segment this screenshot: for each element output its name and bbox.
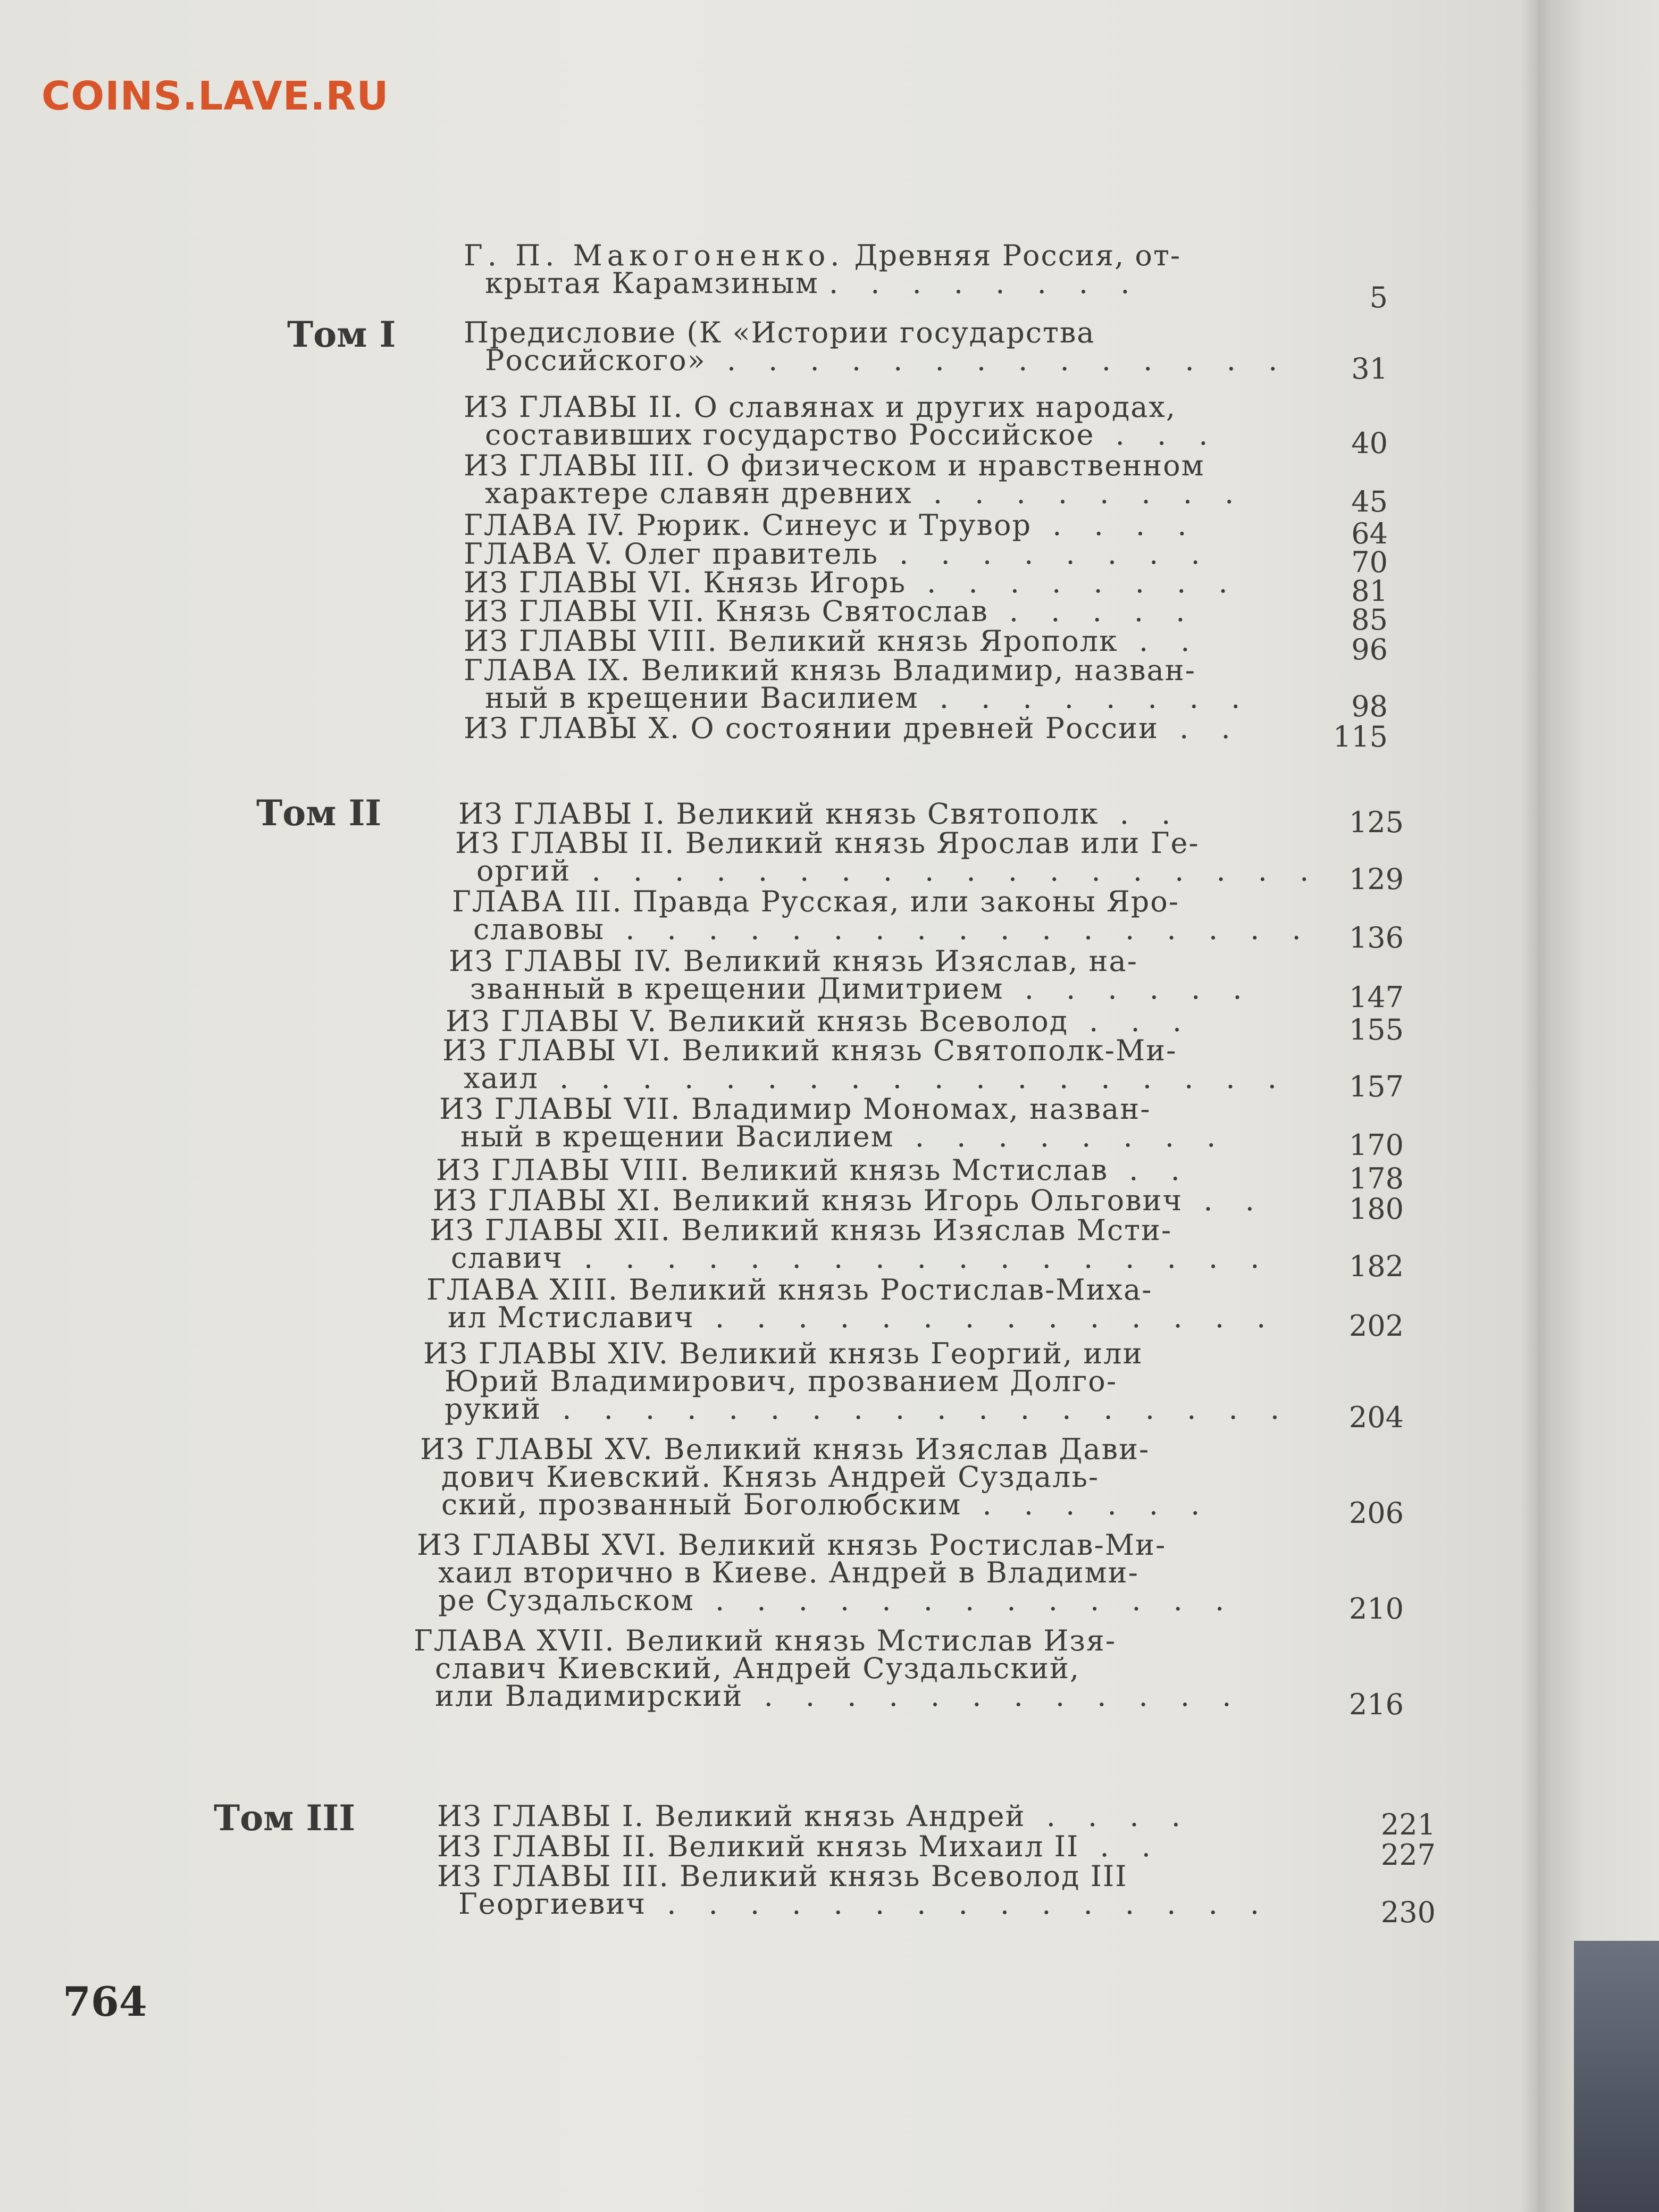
dot-leader: . . bbox=[1183, 1184, 1266, 1217]
dot-leader: . . . . . . . . . . . . . bbox=[694, 1583, 1236, 1617]
toc-page: 40 bbox=[1351, 426, 1388, 460]
toc-entry-line: Георгиевич bbox=[458, 1887, 647, 1921]
toc-entry-line: составивших государство Российское bbox=[485, 418, 1095, 451]
dot-leader: . . . . . . . . bbox=[906, 566, 1239, 599]
dot-leader: . . . . . . bbox=[1003, 972, 1254, 1006]
toc-page: 210 bbox=[1348, 1592, 1404, 1626]
toc-page: 180 bbox=[1348, 1192, 1404, 1226]
dot-leader: . . bbox=[1079, 1830, 1162, 1863]
toc-entry bbox=[464, 566, 1239, 599]
toc-entry bbox=[439, 1092, 1228, 1153]
dot-leader: . . . . . . . . . . . . . . . . . bbox=[563, 1241, 1271, 1275]
toc-entry-line: оргий bbox=[476, 854, 571, 887]
toc-page: 81 bbox=[1351, 574, 1388, 608]
toc-entry bbox=[464, 537, 1212, 571]
toc-entry-line: ИЗ ГЛАВЫ II. Великий князь Ярослав или Ге- bbox=[455, 826, 1200, 860]
toc-entry bbox=[433, 1184, 1266, 1217]
dot-leader: . . . . . . . . bbox=[912, 476, 1246, 510]
toc-page: 129 bbox=[1348, 862, 1404, 896]
dot-leader: . . . . . . . . . . . . . . . . . . bbox=[538, 1061, 1288, 1095]
dot-leader: . . bbox=[1099, 797, 1183, 831]
toc-entry bbox=[449, 944, 1254, 1006]
dot-leader: . . . . . . . . bbox=[828, 266, 1142, 300]
toc-entry bbox=[420, 1432, 1212, 1521]
toc-entry-line: Юрий Владимирович, прозванием Долго- bbox=[445, 1364, 1118, 1398]
toc-entry bbox=[426, 1273, 1278, 1334]
toc-entry-line: ГЛАВА III. Правда Русская, или законы Яро- bbox=[452, 885, 1180, 918]
toc-entry bbox=[414, 1624, 1243, 1713]
toc-entry-line: ИЗ ГЛАВЫ VII. Князь Святослав bbox=[464, 594, 988, 628]
toc-page: 45 bbox=[1351, 485, 1388, 518]
toc-entry-line: ИЗ ГЛАВЫ XIV. Великий князь Георгий, или bbox=[423, 1337, 1143, 1370]
toc-entry-line: ский, прозванный Боголюбским bbox=[441, 1488, 962, 1521]
toc-page: 64 bbox=[1351, 517, 1388, 550]
toc-entry bbox=[442, 1034, 1288, 1095]
toc-page: 115 bbox=[1333, 720, 1388, 753]
toc-entry-line: славовы bbox=[473, 912, 605, 946]
book-cover-edge bbox=[1574, 1941, 1659, 2212]
dot-leader: . . . . . . . . . . . . . . . bbox=[646, 1887, 1271, 1921]
toc-page: 227 bbox=[1380, 1838, 1436, 1872]
toc-entry-line: ИЗ ГЛАВЫ VII. Владимир Мономах, назван- bbox=[439, 1092, 1151, 1126]
toc-page: 147 bbox=[1348, 981, 1404, 1014]
dot-leader: . . . . . . bbox=[961, 1488, 1212, 1521]
toc-entry bbox=[464, 624, 1202, 658]
toc-page: 182 bbox=[1348, 1250, 1404, 1283]
toc-entry-line: ИЗ ГЛАВЫ III. Великий князь Всеволод III bbox=[437, 1859, 1128, 1893]
dot-leader: . . . . . . . . bbox=[918, 681, 1252, 715]
dot-leader: . . . . . . . . . . . . . . . . . . bbox=[541, 1392, 1292, 1426]
toc-entry-line: ИЗ ГЛАВЫ XI. Великий князь Игорь Ольгович bbox=[433, 1184, 1183, 1217]
dot-leader: . . . . . . . . bbox=[894, 1120, 1228, 1153]
page-number: 764 bbox=[63, 1978, 147, 2025]
intro-title-line1: Древняя Россия, от- bbox=[854, 239, 1182, 272]
toc-entry-line: ре Суздальском bbox=[438, 1583, 694, 1617]
toc-entry-line: ИЗ ГЛАВЫ VI. Великий князь Святополк-Ми- bbox=[442, 1034, 1177, 1067]
toc-entry-line: ГЛАВА V. Олег правитель bbox=[464, 537, 879, 571]
toc-entry-line: характере славян древних bbox=[485, 476, 912, 510]
toc-entry-line: ИЗ ГЛАВЫ VIII. Великий князь Мстислав bbox=[436, 1153, 1109, 1187]
toc-entry-line: или Владимирский bbox=[435, 1679, 743, 1713]
dot-leader: . . bbox=[1158, 711, 1242, 745]
toc-page: 204 bbox=[1348, 1401, 1404, 1434]
volume-label: Том III bbox=[214, 1797, 356, 1839]
toc-page: 157 bbox=[1348, 1070, 1404, 1103]
toc-entry-line: рукий bbox=[445, 1392, 542, 1426]
intro-title-line2: крытая Карамзиным bbox=[485, 266, 819, 300]
toc-page: 96 bbox=[1351, 633, 1388, 666]
toc-entry bbox=[458, 797, 1183, 831]
toc-page: 230 bbox=[1380, 1896, 1436, 1929]
toc-page: 216 bbox=[1348, 1688, 1404, 1721]
toc-page: 155 bbox=[1348, 1013, 1404, 1046]
toc-entry-line: ИЗ ГЛАВЫ VIII. Великий князь Ярополк bbox=[464, 624, 1118, 658]
toc-entry-line: ил Мстиславич bbox=[448, 1301, 694, 1334]
toc-entry-line: ИЗ ГЛАВЫ I. Великий князь Святополк bbox=[458, 797, 1099, 831]
toc-entry-line: ИЗ ГЛАВЫ XV. Великий князь Изяслав Дави- bbox=[420, 1432, 1150, 1466]
toc-page: 136 bbox=[1348, 921, 1404, 954]
toc-entry-line: ИЗ ГЛАВЫ I. Великий князь Андрей bbox=[437, 1799, 1026, 1833]
toc-entry bbox=[430, 1213, 1271, 1275]
page-edge-shadow bbox=[1521, 0, 1553, 2212]
toc-entry-line: ИЗ ГЛАВЫ X. О состоянии древней России bbox=[464, 711, 1159, 745]
toc-entry-line: дович Киевский. Князь Андрей Суздаль- bbox=[441, 1460, 1100, 1494]
toc-entry bbox=[437, 1799, 1192, 1833]
dot-leader: . . . bbox=[1068, 1004, 1193, 1038]
toc-entry bbox=[464, 653, 1252, 715]
watermark: COINS.LAVE.RU bbox=[41, 73, 389, 119]
dot-leader: . . . . . . . . . . . . . . . . . bbox=[605, 912, 1313, 946]
toc-page: 31 bbox=[1351, 352, 1388, 386]
toc-entry-line: ИЗ ГЛАВЫ II. О славянах и других народах, bbox=[464, 390, 1177, 424]
toc-entry-line: ИЗ ГЛАВЫ III. О физическом и нравственном bbox=[464, 449, 1205, 482]
toc-page: 98 bbox=[1351, 690, 1388, 723]
dot-leader: . . . . bbox=[1032, 508, 1199, 542]
toc-entry-line: ИЗ ГЛАВЫ VI. Князь Игорь bbox=[464, 566, 906, 599]
dot-leader: . . bbox=[1108, 1153, 1192, 1187]
toc-entry bbox=[464, 508, 1199, 542]
toc-entry-line: славич bbox=[451, 1241, 563, 1275]
toc-page: 206 bbox=[1348, 1496, 1404, 1530]
toc-entry-line: ГЛАВА IX. Великий князь Владимир, назван- bbox=[464, 653, 1196, 687]
toc-entry-line: ИЗ ГЛАВЫ II. Великий князь Михаил II bbox=[437, 1830, 1079, 1863]
toc-entry bbox=[464, 390, 1220, 451]
toc-entry-line: ИЗ ГЛАВЫ IV. Великий князь Изяслав, на- bbox=[449, 944, 1138, 978]
toc-entry-line: Российского» bbox=[485, 343, 706, 377]
toc-entry-line: ГЛАВА IV. Рюрик. Синеус и Трувор bbox=[464, 508, 1032, 542]
toc-entry bbox=[436, 1153, 1192, 1187]
toc-page: 178 bbox=[1348, 1162, 1404, 1195]
toc-page: 170 bbox=[1348, 1128, 1404, 1162]
toc-entry-line: ГЛАВА XVII. Великий князь Мстислав Изя- bbox=[414, 1624, 1117, 1657]
dot-leader: . . . . . bbox=[988, 594, 1197, 628]
toc-entry-line: ный в крещении Василием bbox=[460, 1120, 894, 1153]
toc-page: 202 bbox=[1348, 1309, 1404, 1343]
toc-entry-line: хаил вторично в Киеве. Андрей в Владими- bbox=[438, 1556, 1139, 1589]
toc-page: 85 bbox=[1351, 603, 1388, 636]
toc-entry bbox=[423, 1337, 1292, 1426]
toc-entry bbox=[452, 885, 1313, 946]
dot-leader: . . bbox=[1118, 624, 1202, 658]
toc-entry-line: ГЛАВА XIII. Великий князь Ростислав-Миха- bbox=[426, 1273, 1153, 1306]
toc-entry bbox=[464, 711, 1242, 745]
underlying-page bbox=[1553, 0, 1659, 2212]
dot-leader: . . . bbox=[1094, 418, 1220, 451]
toc-entry bbox=[446, 1004, 1193, 1038]
dot-leader: . . . . . . . . . . . . bbox=[743, 1679, 1243, 1713]
toc-entry bbox=[455, 826, 1321, 887]
dot-leader: . . . . . . . . . . . . . . bbox=[694, 1301, 1278, 1334]
toc-page: 70 bbox=[1351, 546, 1388, 579]
toc-entry-line: званный в крещении Димитрием bbox=[470, 972, 1004, 1006]
toc-page-intro: 5 bbox=[1369, 281, 1388, 314]
volume-label: Том I bbox=[287, 314, 396, 355]
toc-entry-line: славич Киевский, Андрей Суздальский, bbox=[435, 1652, 1080, 1685]
dot-leader: . . . . . . . . bbox=[878, 537, 1212, 571]
toc-entry bbox=[437, 1859, 1271, 1921]
toc-entry-line: ИЗ ГЛАВЫ V. Великий князь Всеволод bbox=[446, 1004, 1068, 1038]
toc-entry bbox=[464, 449, 1246, 510]
toc-entry-intro bbox=[464, 239, 1182, 300]
toc-entry bbox=[437, 1830, 1162, 1863]
toc-entry bbox=[417, 1528, 1236, 1617]
toc-entry-line: хаил bbox=[464, 1061, 539, 1095]
toc-entry bbox=[464, 316, 1289, 377]
dot-leader: . . . . . . . . . . . . . . bbox=[706, 343, 1289, 377]
intro-author: Г. П. Макогоненко. bbox=[464, 239, 844, 272]
toc-entry bbox=[464, 594, 1197, 628]
dot-leader: . . . . bbox=[1025, 1799, 1192, 1833]
dot-leader: . . . . . . . . . . . . . . . . . . bbox=[571, 854, 1321, 887]
toc-page: 221 bbox=[1380, 1808, 1436, 1841]
toc-entry-line: ный в крещении Василием bbox=[485, 681, 919, 715]
toc-page: 125 bbox=[1348, 806, 1404, 839]
toc-entry-line: ИЗ ГЛАВЫ XII. Великий князь Изяслав Мсти- bbox=[430, 1213, 1172, 1247]
toc-entry-line: Предисловие (К «Истории государства bbox=[464, 316, 1095, 349]
toc-entry-line: ИЗ ГЛАВЫ XVI. Великий князь Ростислав-Ми- bbox=[417, 1528, 1167, 1562]
volume-label: Том II bbox=[256, 792, 382, 834]
